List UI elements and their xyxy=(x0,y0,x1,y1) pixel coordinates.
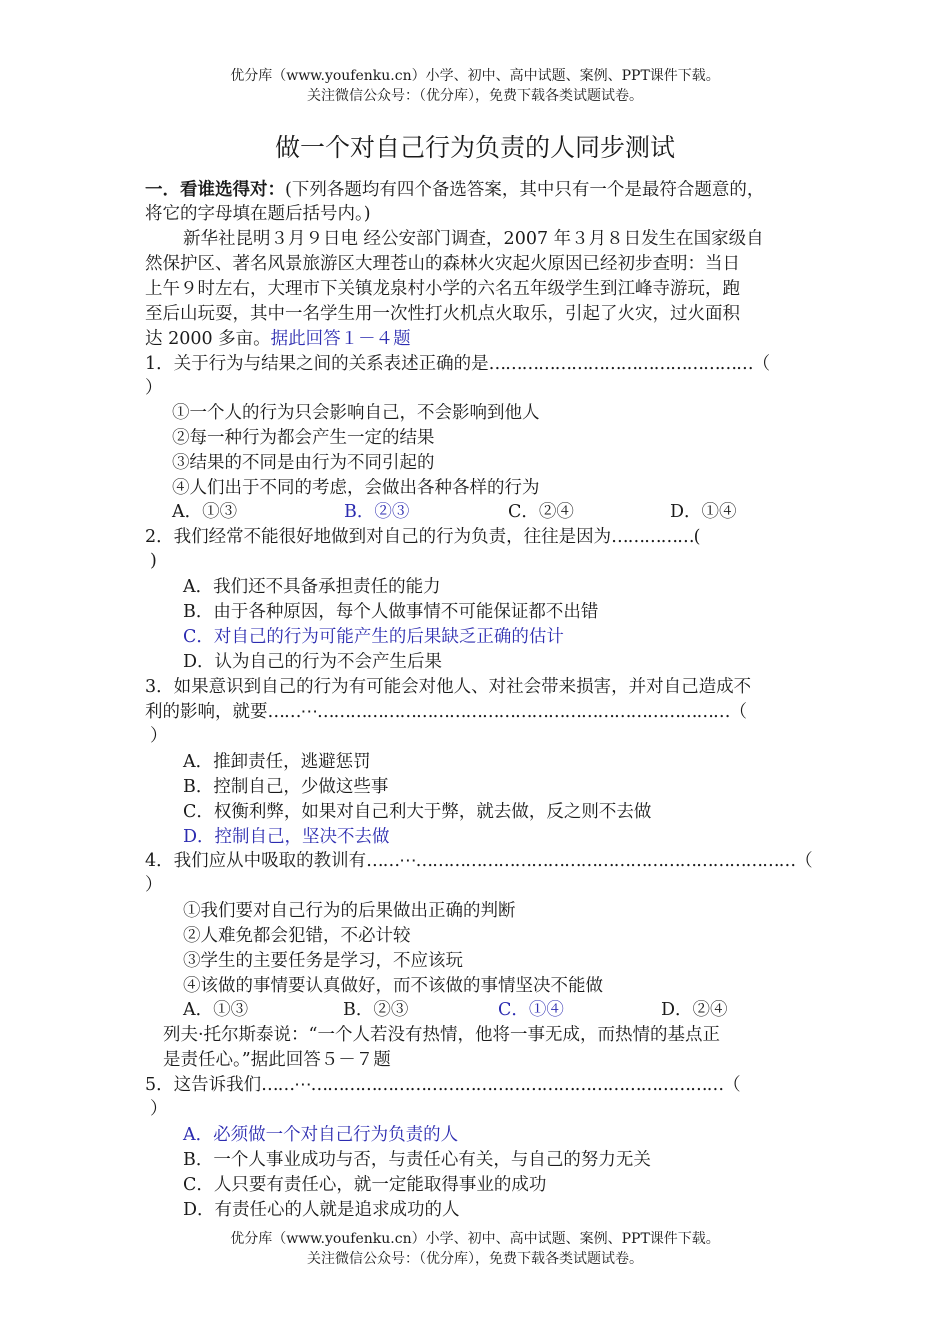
question-5-stem xyxy=(145,1073,741,1097)
option-d: D．有责任心的人就是追求成功的人 xyxy=(183,1200,460,1220)
answer-paren-open: （ xyxy=(723,1075,741,1095)
passage-line-last xyxy=(145,327,411,351)
question-4-item: ④该做的事情要认真做好，而不该做的事情坚决不能做 xyxy=(183,976,603,996)
section-heading: 一．看谁选得对： xyxy=(145,180,285,200)
option-a: A．①③ xyxy=(172,502,238,522)
page-title: 做一个对自己行为负责的人同步测试 xyxy=(274,133,675,162)
option-c: C．权衡利弊，如果对自己利大于弊，就去做，反之则不去做 xyxy=(183,802,652,822)
option-d: D．认为自己的行为不会产生后果 xyxy=(183,652,443,672)
question-1-text: 1．关于行为与结果之间的关系表述正确的是 xyxy=(145,354,489,374)
question-1-item: ①一个人的行为只会影响自己，不会影响到他人 xyxy=(172,403,540,423)
passage-line: 新华社昆明３月９日电 经公安部门调查，2007 年３月８日发生在国家级自 xyxy=(183,229,764,249)
option-c: C．②④ xyxy=(508,502,574,522)
leader-dots: ……⋯………………………………………………………………… xyxy=(261,1075,724,1095)
option-b: B．控制自己，少做这些事 xyxy=(183,777,389,797)
question-2-text: 2．我们经常不能很好地做到对自己的行为负责，往往是因为 xyxy=(145,527,612,547)
question-1-item: ②每一种行为都会产生一定的结果 xyxy=(172,428,435,448)
option-c: C．对自己的行为可能产生的后果缺乏正确的估计 xyxy=(183,627,564,647)
question-4-text: 4．我们应从中吸取的教训有 xyxy=(145,851,367,871)
section-heading-line xyxy=(145,178,764,202)
leader-dots: ……⋯………………………………………………………………… xyxy=(267,702,730,722)
page-footer-line2: 关注微信公众号：（优分库），免费下载各类试题试卷。 xyxy=(307,1251,643,1267)
option-c: C．①④ xyxy=(498,1000,564,1020)
question-4-stem xyxy=(145,849,813,873)
option-a: A．我们还不具备承担责任的能力 xyxy=(183,577,441,597)
passage-text: 达 2000 多亩。 xyxy=(145,329,271,349)
option-b: B．②③ xyxy=(343,1000,409,1020)
option-d: D．②④ xyxy=(661,1000,728,1020)
quote-line1: 列夫·托尔斯泰说：“一个人若没有热情，他将一事无成，而热情的基点正 xyxy=(163,1025,721,1045)
passage-instruction: 据此回答１－４题 xyxy=(270,329,411,349)
option-c: C．人只要有责任心，就一定能取得事业的成功 xyxy=(183,1175,547,1195)
section-instruction-line2: 将它的字母填在题后括号内。) xyxy=(145,204,371,224)
option-a: A．必须做一个对自己行为负责的人 xyxy=(183,1125,459,1145)
answer-paren-open: （ xyxy=(729,702,747,722)
answer-paren-close: ） xyxy=(150,726,168,746)
section-instruction: (下列各题均有四个备选答案，其中只有一个是最符合题意的， xyxy=(285,180,765,200)
question-2-stem xyxy=(145,525,700,549)
option-a: A．推卸责任，逃避惩罚 xyxy=(183,752,371,772)
passage-line: 上午９时左右，大理市下关镇龙泉村小学的六名五年级学生到江峰寺游玩，跑 xyxy=(145,279,740,299)
quote-line2: 是责任心。”据此回答５－７题 xyxy=(163,1050,391,1070)
answer-paren-open: （ xyxy=(752,354,771,374)
option-b: B．一个人事业成功与否，与责任心有关，与自己的努力无关 xyxy=(183,1150,651,1170)
page-header-line1: 优分库（www.youfenku.cn）小学、初中、高中试题、案例、PPT课件下载。 xyxy=(230,68,720,84)
answer-paren-close: ） xyxy=(145,875,163,895)
question-1-item: ④人们出于不同的考虑，会做出各种各样的行为 xyxy=(172,478,540,498)
question-4-item: ③学生的主要任务是学习，不应该玩 xyxy=(183,951,463,971)
option-b: B．②③ xyxy=(344,502,410,522)
leader-dots: ……⋯…………………………………………………………… xyxy=(366,851,796,871)
answer-paren-close: ） xyxy=(150,1099,168,1119)
answer-paren-open: ( xyxy=(693,527,701,547)
question-1-item: ③结果的不同是由行为不同引起的 xyxy=(172,453,435,473)
question-4-item: ①我们要对自己行为的后果做出正确的判断 xyxy=(183,901,516,921)
question-5-text: 5．这告诉我们 xyxy=(145,1075,262,1095)
question-3-stem-line1: 3．如果意识到自己的行为有可能会对他人、对社会带来损害，并对自己造成不 xyxy=(145,677,752,697)
option-d: D．①④ xyxy=(670,502,737,522)
page-footer-line1: 优分库（www.youfenku.cn）小学、初中、高中试题、案例、PPT课件下载。 xyxy=(230,1231,720,1247)
question-1-stem xyxy=(145,352,770,376)
page-header-line2: 关注微信公众号：（优分库），免费下载各类试题试卷。 xyxy=(307,88,643,104)
answer-paren-close: ） xyxy=(145,378,163,398)
option-d: D．控制自己，坚决不去做 xyxy=(183,827,390,847)
passage-line: 至后山玩耍，其中一名学生用一次性打火机点火取乐，引起了火灾，过火面积 xyxy=(145,304,740,324)
leader-dots: …………… xyxy=(611,527,694,547)
leader-dots: ………………………………………… xyxy=(488,354,753,374)
question-3-text: 利的影响，就要 xyxy=(145,702,268,722)
question-3-stem-line2 xyxy=(145,700,747,724)
answer-paren-close: ) xyxy=(150,551,157,571)
passage-line: 然保护区、著名风景旅游区大理苍山的森林火灾起火原因已经初步查明：当日 xyxy=(145,254,740,274)
option-a: A．①③ xyxy=(183,1000,249,1020)
answer-paren-open: （ xyxy=(795,851,813,871)
question-4-item: ②人难免都会犯错，不必计较 xyxy=(183,926,411,946)
option-b: B．由于各种原因，每个人做事情不可能保证都不出错 xyxy=(183,602,599,622)
